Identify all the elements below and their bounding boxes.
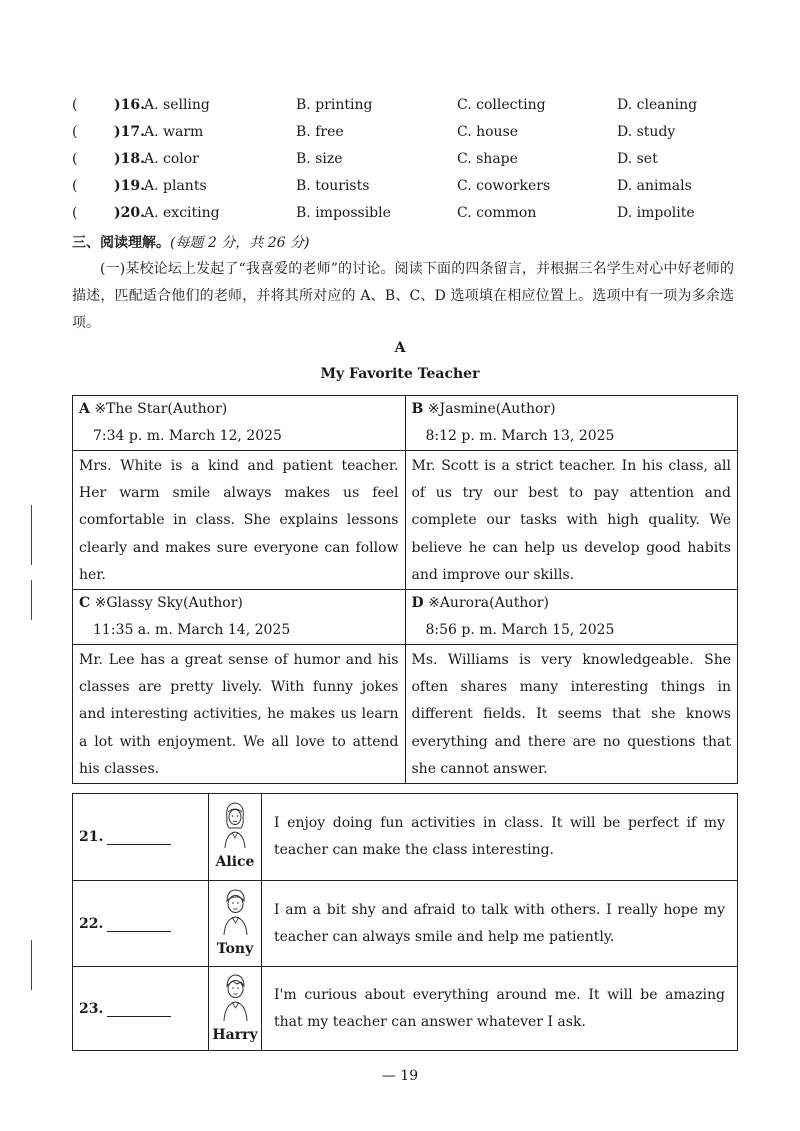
option-row-16 bbox=[72, 92, 732, 119]
student-name: Harry bbox=[212, 1027, 258, 1043]
match-row-21 bbox=[73, 794, 738, 881]
post-letter: D bbox=[411, 595, 424, 612]
student-cell bbox=[209, 881, 262, 967]
student-statement: I'm curious about everything around me. It will be amazing that my teacher can answer whatever I ask. bbox=[262, 967, 738, 1051]
girl-portrait-icon bbox=[217, 798, 253, 850]
post-date: 8:56 p. m. March 15, 2025 bbox=[425, 622, 615, 639]
match-row-22 bbox=[73, 881, 738, 967]
post-letter: C bbox=[79, 595, 91, 612]
boy-portrait-icon bbox=[217, 885, 253, 937]
question-number: )18. bbox=[114, 151, 145, 167]
post-body-text: Mr. Lee has a great sense of humor and his classes are pretty lively. With funny jokes and interesting activities, he makes us learn a lot with enjoyment. We all love to attend his classes. bbox=[79, 652, 399, 777]
option-b: B. printing bbox=[296, 97, 373, 113]
post-body-b bbox=[405, 451, 738, 590]
answer-paren[interactable]: ( bbox=[72, 151, 78, 167]
option-c: C. common bbox=[457, 205, 537, 221]
margin-mark bbox=[31, 580, 32, 620]
answer-blank[interactable] bbox=[107, 1002, 171, 1017]
passage-letter: A bbox=[394, 340, 406, 356]
answer-paren[interactable]: ( bbox=[72, 124, 78, 140]
student-name: Tony bbox=[216, 941, 254, 957]
post-body-c bbox=[73, 645, 406, 784]
option-row-20 bbox=[72, 200, 732, 227]
answer-blank[interactable] bbox=[107, 917, 171, 932]
post-date: 7:34 p. m. March 12, 2025 bbox=[93, 428, 282, 444]
post-body-text: Mr. Scott is a strict teacher. In his class, all of us try our best to pay attention and complete our tasks with high quality. We believe he can help us develop good habits and improve our skills. bbox=[411, 458, 731, 583]
option-d: D. impolite bbox=[617, 205, 695, 221]
option-c: C. collecting bbox=[457, 97, 546, 113]
post-body-text: Mrs. White is a kind and patient teacher. Her warm smile always makes us feel comfortable in class. She explains lessons clearly and makes sure everyone can follow her. bbox=[79, 458, 399, 583]
option-a: A. warm bbox=[144, 124, 204, 140]
margin-mark bbox=[31, 940, 32, 990]
post-body-row bbox=[73, 645, 738, 784]
post-body-text: Ms. Williams is very knowledgeable. She often shares many interesting things in different fields. It seems that she knows everything and there are no questions that she cannot answer. bbox=[411, 652, 731, 777]
post-header-b bbox=[405, 396, 738, 451]
option-row-17 bbox=[72, 119, 732, 146]
passage-title: My Favorite Teacher bbox=[320, 366, 480, 382]
post-author: ※The Star(Author) bbox=[94, 401, 228, 417]
section-title bbox=[72, 232, 309, 252]
page-number: — 19 bbox=[381, 1068, 419, 1084]
option-a: A. plants bbox=[144, 178, 207, 194]
answer-paren[interactable]: ( bbox=[72, 178, 78, 194]
answer-paren[interactable]: ( bbox=[72, 97, 78, 113]
post-date: 8:12 p. m. March 13, 2025 bbox=[425, 428, 615, 444]
match-number-cell bbox=[73, 794, 209, 881]
section-title-text: 三、阅读理解。 bbox=[72, 235, 170, 251]
match-number-cell bbox=[73, 967, 209, 1051]
boy-portrait-icon bbox=[217, 971, 253, 1023]
student-name: Alice bbox=[215, 854, 255, 870]
match-number-cell bbox=[73, 881, 209, 967]
question-number: )20. bbox=[114, 205, 145, 221]
match-number: 21. bbox=[79, 829, 104, 845]
question-number: )16. bbox=[114, 97, 145, 113]
option-d: D. study bbox=[617, 124, 676, 140]
option-b: B. tourists bbox=[296, 178, 370, 194]
section-points: (每题 2 分，共 26 分) bbox=[170, 235, 310, 251]
post-letter: B bbox=[411, 401, 424, 417]
option-b: B. free bbox=[296, 124, 344, 140]
option-b: B. impossible bbox=[296, 205, 391, 221]
post-header-c bbox=[73, 590, 406, 645]
student-statement: I enjoy doing fun activities in class. It will be perfect if my teacher can make the class interesting. bbox=[262, 794, 738, 881]
post-body-d bbox=[405, 645, 738, 784]
match-row-23 bbox=[73, 967, 738, 1051]
match-number: 22. bbox=[79, 915, 104, 932]
section-instructions: (一)某校论坛上发起了“我喜爱的老师”的讨论。阅读下面的四条留言，并根据三名学生对心中好老师的描述，匹配适合他们的老师，并将其所对应的 A、B、C、D 选项填在相应位置上。选项中有一项为多余选项。 bbox=[72, 261, 734, 331]
post-date: 11:35 a. m. March 14, 2025 bbox=[93, 622, 291, 639]
margin-mark bbox=[31, 505, 32, 565]
student-cell bbox=[209, 967, 262, 1051]
option-c: C. house bbox=[457, 124, 519, 140]
option-d: D. set bbox=[617, 151, 658, 167]
question-number: )19. bbox=[114, 178, 145, 194]
option-row-18 bbox=[72, 146, 732, 173]
student-cell bbox=[209, 794, 262, 881]
post-header-row bbox=[73, 396, 738, 451]
option-c: C. shape bbox=[457, 151, 518, 167]
option-row-19 bbox=[72, 173, 732, 200]
post-author: ※Glassy Sky(Author) bbox=[94, 595, 243, 612]
option-a: A. color bbox=[144, 151, 199, 167]
question-number: )17. bbox=[114, 124, 145, 140]
option-a: A. exciting bbox=[144, 205, 220, 221]
post-author: ※Aurora(Author) bbox=[428, 595, 549, 612]
post-header-a bbox=[73, 396, 406, 451]
option-b: B. size bbox=[296, 151, 343, 167]
option-d: D. animals bbox=[617, 178, 692, 194]
answer-options bbox=[72, 92, 732, 227]
post-author: ※Jasmine(Author) bbox=[427, 401, 556, 417]
option-a: A. selling bbox=[144, 97, 210, 113]
post-body-row bbox=[73, 451, 738, 590]
student-statement: I am a bit shy and afraid to talk with others. I really hope my teacher can always smile and help me patiently. bbox=[262, 881, 738, 967]
matching-table bbox=[72, 793, 738, 1051]
post-header-row bbox=[73, 590, 738, 645]
forum-posts-table bbox=[72, 395, 738, 784]
match-number: 23. bbox=[79, 1000, 104, 1017]
post-body-a bbox=[73, 451, 406, 590]
answer-paren[interactable]: ( bbox=[72, 205, 78, 221]
post-letter: A bbox=[79, 401, 90, 417]
option-d: D. cleaning bbox=[617, 97, 698, 113]
option-c: C. coworkers bbox=[457, 178, 551, 194]
answer-blank[interactable] bbox=[107, 830, 171, 845]
post-header-d bbox=[405, 590, 738, 645]
